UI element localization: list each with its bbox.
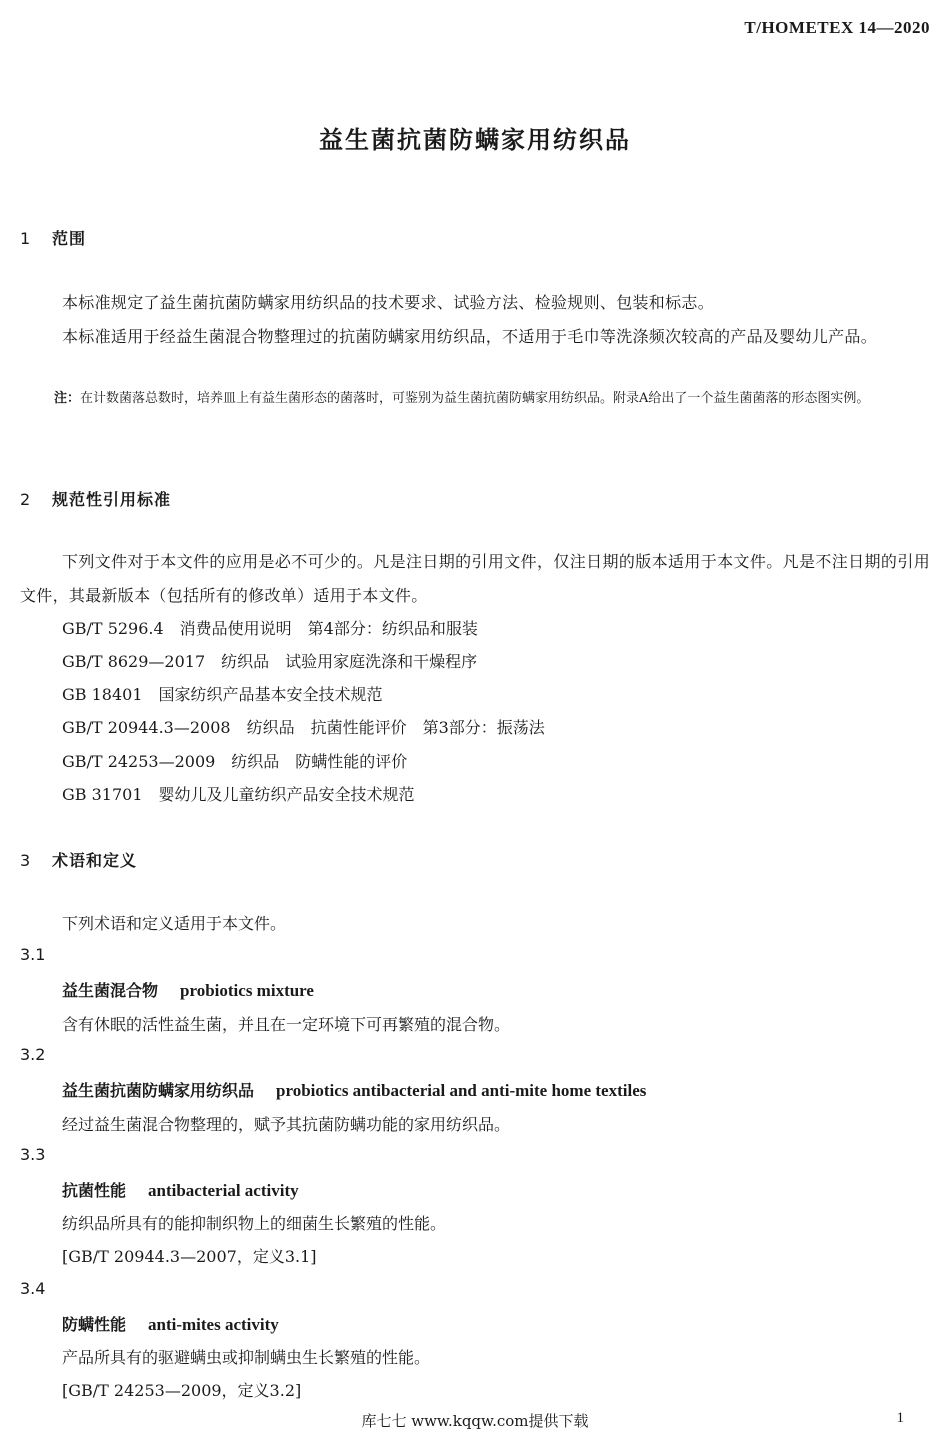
scope-paragraph-1: 本标准规定了益生菌抗菌防螨家用纺织品的技术要求、试验方法、检验规则、包装和标志。 [62, 293, 715, 312]
term-number: 3.1 [20, 945, 46, 964]
section-number: 1 [20, 229, 32, 248]
section-number: 2 [20, 490, 32, 509]
term-entry [62, 1178, 299, 1201]
reference-item: GB/T 20944.3—2008 纺织品 抗菌性能评价 第3部分：振荡法 [62, 718, 545, 737]
term-english: antibacterial activity [148, 1181, 299, 1200]
section-2-heading [20, 487, 171, 510]
term-chinese: 益生菌混合物 [62, 981, 159, 1000]
term-chinese: 防螨性能 [62, 1315, 127, 1334]
term-definition: 含有休眠的活性益生菌，并且在一定环境下可再繁殖的混合物。 [62, 1015, 511, 1034]
term-source: [GB/T 20944.3—2007，定义3.1] [62, 1247, 317, 1266]
term-number: 3.4 [20, 1279, 46, 1298]
note-label: 注： [54, 391, 81, 406]
terms-intro: 下列术语和定义适用于本文件。 [62, 914, 287, 933]
reference-item: GB/T 8629—2017 纺织品 试验用家庭洗涤和干燥程序 [62, 652, 478, 671]
section-3-heading [20, 848, 137, 871]
scope-paragraph-2: 本标准适用于经益生菌混合物整理过的抗菌防螨家用纺织品，不适用于毛巾等洗涤频次较高的产品及婴幼儿产品。 [62, 327, 878, 346]
term-entry [62, 978, 314, 1001]
term-english: anti-mites activity [148, 1315, 279, 1334]
term-english: probiotics mixture [180, 981, 314, 1000]
note-text: 在计数菌落总数时，培养皿上有益生菌形态的菌落时，可鉴别为益生菌抗菌防螨家用纺织品。附录A给出了一个益生菌菌落的形态图实例。 [80, 391, 870, 406]
section-title: 规范性引用标准 [52, 490, 172, 509]
document-title: 益生菌抗菌防螨家用纺织品 [319, 126, 631, 154]
term-entry [62, 1312, 279, 1335]
scope-note [54, 384, 950, 414]
section-number: 3 [20, 851, 32, 870]
term-definition: 产品所具有的驱避螨虫或抑制螨虫生长繁殖的性能。 [62, 1348, 431, 1367]
standard-code: T/HOMETEX 14—2020 [744, 18, 930, 37]
reference-item: GB 31701 婴幼儿及儿童纺织产品安全技术规范 [62, 785, 415, 804]
section-title: 术语和定义 [52, 851, 138, 870]
term-number: 3.2 [20, 1045, 46, 1064]
term-definition: 经过益生菌混合物整理的，赋予其抗菌防螨功能的家用纺织品。 [62, 1115, 511, 1134]
section-1-heading [20, 226, 86, 249]
term-entry [62, 1078, 646, 1101]
term-chinese: 抗菌性能 [62, 1181, 127, 1200]
section-title: 范围 [52, 229, 87, 248]
term-definition: 纺织品所具有的能抑制织物上的细菌生长繁殖的性能。 [62, 1214, 447, 1233]
references-intro: 下列文件对于本文件的应用是必不可少的。凡是注日期的引用文件，仅注日期的版本适用于本文件。凡是不注日期的引用文件，其最新版本（包括所有的修改单）适用于本文件。 [20, 552, 930, 605]
reference-item: GB/T 5296.4 消费品使用说明 第4部分：纺织品和服装 [62, 619, 478, 638]
footer-watermark: 库七七 www.kqqw.com提供下载 [361, 1412, 589, 1430]
reference-item: GB/T 24253—2009 纺织品 防螨性能的评价 [62, 752, 408, 771]
page-number: 1 [896, 1410, 904, 1426]
reference-item: GB 18401 国家纺织产品基本安全技术规范 [62, 685, 383, 704]
term-source: [GB/T 24253—2009，定义3.2] [62, 1381, 302, 1400]
term-number: 3.3 [20, 1145, 46, 1164]
term-english: probiotics antibacterial and anti-mite home textiles [276, 1081, 647, 1100]
term-chinese: 益生菌抗菌防螨家用纺织品 [62, 1081, 255, 1100]
